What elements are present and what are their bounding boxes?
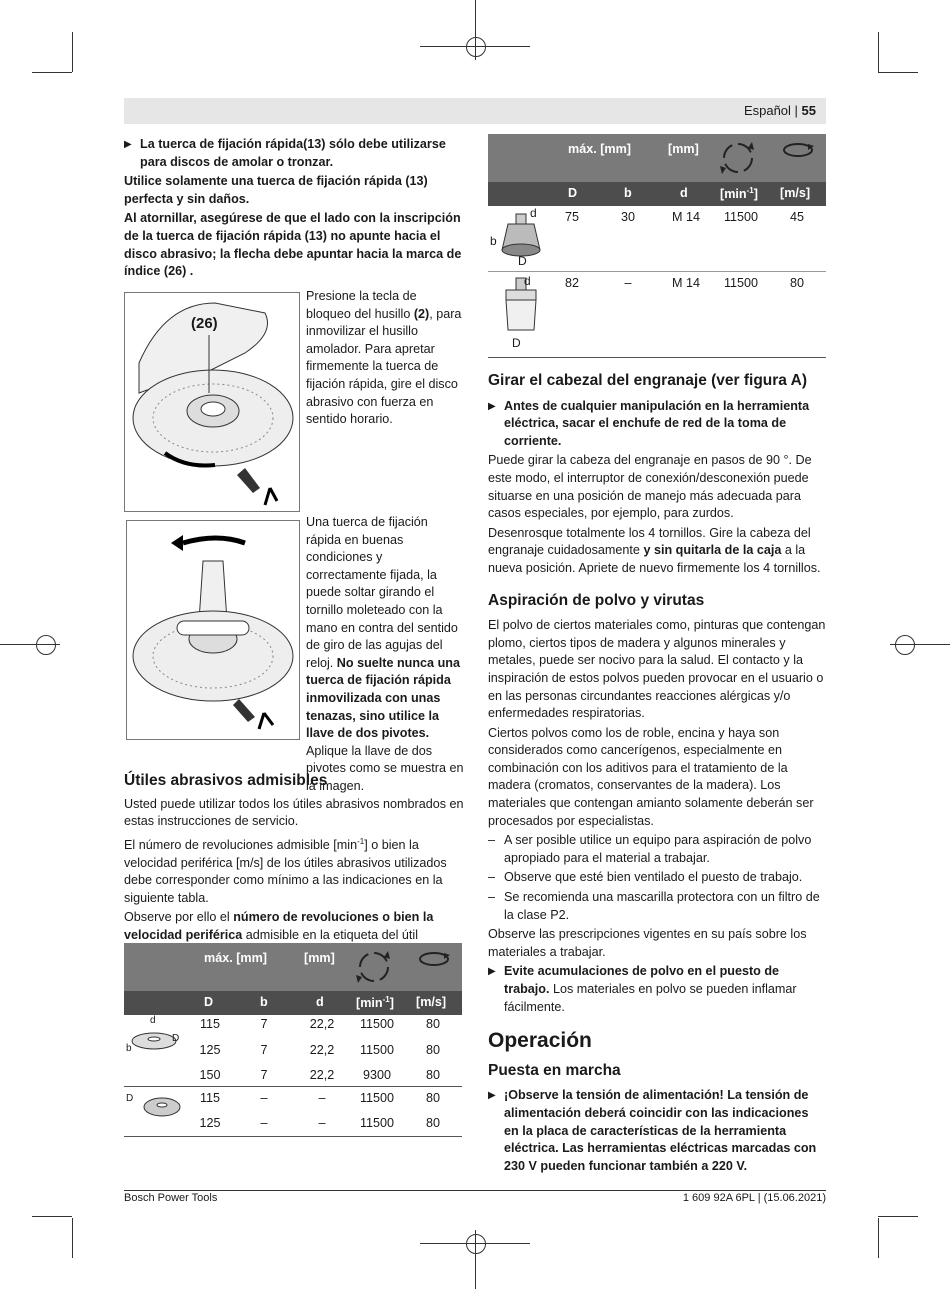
para-girar-2c: a la nueva posición. Apriete de nuevo firmemente los 4 tornillos. [488,543,821,575]
icon-label-b: b [490,234,497,248]
bullet-tuerca: ▶ La tuerca de fijación rápida(13) sólo debe utilizarse para discos de amolar o tronzar. [124,136,464,171]
header-ms: [m/s] [780,186,811,200]
crop-mark [32,72,72,73]
list-item: – Observe que esté bien ventilado el puesto de trabajo. [488,869,826,887]
para-utiles-1: Usted puede utilizar todos los útiles abrasivos nombrados en estas instrucciones de servicio. [124,796,464,829]
heading-girar: Girar el cabezal del engranaje (ver figura A) [488,372,808,389]
header-max-mm: máx. [mm] [204,951,267,965]
figure-label-26: (26) [191,315,218,332]
table-divider [124,1086,462,1087]
icon-label-D: D [126,1093,134,1104]
fig1-caption [306,288,464,431]
cell: 11500 [359,1017,395,1031]
header-language: Español [743,103,791,118]
registration-mark-icon [895,635,915,655]
table-divider [488,357,826,358]
fig1-text-a: Presione la tecla de bloqueo del husillo [306,289,417,321]
list-item: – A ser posible utilice un equipo para aspiración de polvo apropiado para el material a trabajar. [488,832,826,867]
registration-mark-icon [466,1234,486,1254]
bullet-asp-normal: Los materiales en polvo se pueden inflamar fácilmente. [504,982,797,1014]
spanner-illustration-icon [127,521,299,739]
list-item: – Se recomienda una mascarilla protectora con un filtro de la clase P2. [488,889,826,924]
para-asp-2: Ciertos polvos como los de roble, encina y haya son considerados como cancerígenos, especialmente en combinación con los aditivos para el tratamiento de la madera (cromatos, conservantes de la madera). Los materiales que contengan amianto solamente deberán ser procesados por especialistas. [488,725,814,828]
para-utiles-3a: Observe por ello el [124,910,234,925]
cell: 115 [199,1091,221,1105]
icon-label-d: d [150,1015,156,1026]
bullet-girar: ▶ Antes de cualquier manipulación en la herramienta eléctrica, sacar el enchufe de red de la toma de corriente. [488,398,826,451]
fig2-text-a: Una tuerca de fijación rápida en buenas condiciones y correctamente fijada, la puede soltar girando el tornillo moleteado con la mano en contra del sentido de giro de las agujas del reloj. [306,515,458,670]
peripheral-speed-icon [780,140,816,160]
header-min-b: ] [389,996,394,1011]
icon-label-d: d [524,274,531,288]
crop-mark [878,72,918,73]
cell: 150 [199,1068,221,1082]
cell: 80 [425,1017,440,1031]
fig2-text-b: No suelte nunca una tuerca de fijación rápida inmovilizada con unas tenazas, sino utilice la llave de dos pivotes. [306,655,460,741]
cell: 82 [564,276,579,290]
cell: M 14 [672,276,700,290]
header-min-sup: -1 [382,995,390,1004]
cell: 9300 [362,1068,392,1082]
footer-divider [124,1190,826,1191]
cell: 80 [425,1116,440,1130]
icon-label-d: d [530,206,537,220]
header-D: D [568,186,578,200]
cell: 80 [425,1068,440,1082]
rotation-speed-icon [720,138,756,178]
table-header-row-2 [488,182,826,206]
table-abrasive-discs [124,943,462,1138]
cell: 45 [789,210,804,224]
table-header-row-1 [124,943,462,991]
icon-label-D: D [172,1033,180,1044]
table-header-row-1 [488,134,826,182]
icon-label-b: b [126,1043,132,1054]
page-number: 55 [801,103,816,118]
para-girar-2b: y sin quitarla de la caja [643,543,782,558]
crop-mark [72,1218,73,1258]
cell: 22,2 [309,1043,335,1057]
cell: 11500 [723,210,759,224]
para-utiles-2 [124,833,464,908]
para-girar-2 [488,525,826,578]
cell: 11500 [359,1043,395,1057]
cell: – [318,1116,326,1130]
header-ms: [m/s] [416,995,447,1009]
header-D: D [204,995,214,1009]
cell: 22,2 [309,1068,335,1082]
cell: 30 [620,210,635,224]
para-atornillar: Al atornillar, asegúrese de que el lado con la inscripción de la tuerca de fijación rápida (13) no apunte hacia el disco abrasivo; la flecha debe apuntar hacia la marca de índice (26) . [124,211,462,279]
cell: 11500 [359,1116,395,1130]
header-max-mm: máx. [mm] [568,142,631,156]
icon-label-D: D [518,254,527,268]
header-b: b [624,186,632,200]
header-d: d [680,186,688,200]
heading-aspiracion: Aspiración de polvo y virutas [488,591,705,609]
cell: 80 [425,1091,440,1105]
header-b: b [260,995,268,1009]
bullet-puesta: ▶ ¡Observe la tensión de alimentación! La tensión de alimentación deberá coincidir con las indicaciones en la placa de características de la herramienta eléctrica. Las herramientas eléctricas marcadas con 230 V pueden funcionar también a 220 V. [488,1087,826,1175]
header-min [720,186,758,201]
para-girar-1: Puede girar la cabeza del engranaje en pasos de 90 °. De este modo, el interruptor de conexión/desconexión puede situarse en una posición de manejo más adecuada para casos especiales, por ejemplo, para zurdos. [488,453,812,521]
cell: – [624,276,632,290]
icon-label-D: D [512,336,521,350]
para-utiles-3b: número de revoluciones o bien la velocidad periférica [124,910,434,942]
registration-mark-icon [466,37,486,57]
fig1-text-b: (2) [413,306,430,321]
header-d: d [316,995,324,1009]
cell: 7 [260,1068,268,1082]
cell: 7 [260,1017,268,1031]
para-tuerca-perfecta: Utilice solamente una tuerca de fijación rápida (13) perfecta y sin daños. [124,174,428,206]
cell: 125 [199,1043,221,1057]
header-mm: [mm] [668,142,699,156]
left-column-utiles [124,772,464,964]
fig2-text-c: Aplique la llave de dos pivotes como se muestra en la imagen. [306,743,464,793]
crop-mark [72,32,73,72]
registration-mark-icon [36,635,56,655]
fig2-caption [306,514,464,798]
right-column [488,372,826,1177]
footer-right: 1 609 92A 6PL | (15.06.2021) [682,1192,826,1204]
para-utiles-2sup: -1 [357,836,365,846]
header-min-sup: -1 [746,186,754,195]
left-column-top [124,136,464,283]
cell: 125 [199,1116,221,1130]
table-divider [124,1136,462,1137]
fig1-caption-text [306,288,464,429]
para-asp-1: El polvo de ciertos materiales como, pinturas que contengan plomo, ciertos tipos de madera y algunos minerales y metales, puede ser nocivo para la salud. El contacto y la inspiración de estos polvos pueden provocar en el usuario o en las personas circundantes reacciones alérgicas y/o enfermedades respiratorias. [488,618,826,721]
cell: M 14 [672,210,700,224]
rotation-speed-icon [356,947,392,987]
para-utiles-2a: El número de revoluciones admisible [min [124,837,358,852]
header-min-a: [min [720,187,747,202]
cell: 115 [199,1017,221,1031]
cell: 7 [260,1043,268,1057]
cell: 11500 [723,276,759,290]
bullet-asp-bold: Evite acumulaciones de polvo en el puesto de trabajo. [504,964,780,996]
cell: 80 [789,276,804,290]
page-header [124,98,826,124]
cell: – [260,1091,268,1105]
header-mm: [mm] [304,951,335,965]
peripheral-speed-icon [416,949,452,969]
heading-utiles: Útiles abrasivos admisibles [124,772,328,789]
bullet-asp [488,963,826,1016]
figure-lock-spindle [124,292,300,512]
cell: 80 [425,1043,440,1057]
para-asp-3: Observe las prescripciones vigentes en su país sobre los materiales a trabajar. [488,927,807,959]
figure-two-pin-spanner [126,520,300,740]
crop-mark [878,32,879,72]
header-min [356,995,394,1010]
table-divider [488,271,826,272]
heading-operacion: Operación [488,1029,592,1053]
cell: 22,2 [309,1017,335,1031]
para-utiles-2b: ] o bien la velocidad periférica [m/s] de los útiles abrasivos utilizados debe corresponder como mínimo a las indicaciones en la siguiente tabla. [124,837,447,905]
fig2-caption-text [306,514,464,796]
footer-left: Bosch Power Tools [124,1192,218,1204]
header-min-a: [min [356,996,383,1011]
para-girar-2a: Desenrosque totalmente los 4 tornillos. Gire la cabeza del engranaje cuidadosamente [488,525,811,558]
crop-mark [878,1218,879,1258]
header-min-b: ] [753,187,758,202]
fig1-text-c: , para inmovilizar el husillo amolador. Para apretar firmemente la tuerca de fijación rápida, gire el disco abrasivo con fuerza en sentido horario. [306,306,462,427]
crop-mark [32,1216,72,1217]
table-header-row-2 [124,991,462,1015]
cell: – [260,1116,268,1130]
flap-disc-icon [140,1091,184,1123]
cell: 11500 [359,1091,395,1105]
para-utiles-3c: admisible en la etiqueta del útil [245,927,419,942]
cell: – [318,1091,326,1105]
cell: 75 [564,210,579,224]
heading-puesta: Puesta en marcha [488,1061,621,1079]
crop-mark [878,1216,918,1217]
table-wire-brushes [488,134,826,360]
wire-brush-icon [494,276,548,352]
header-text: Español | 55 [743,103,816,118]
